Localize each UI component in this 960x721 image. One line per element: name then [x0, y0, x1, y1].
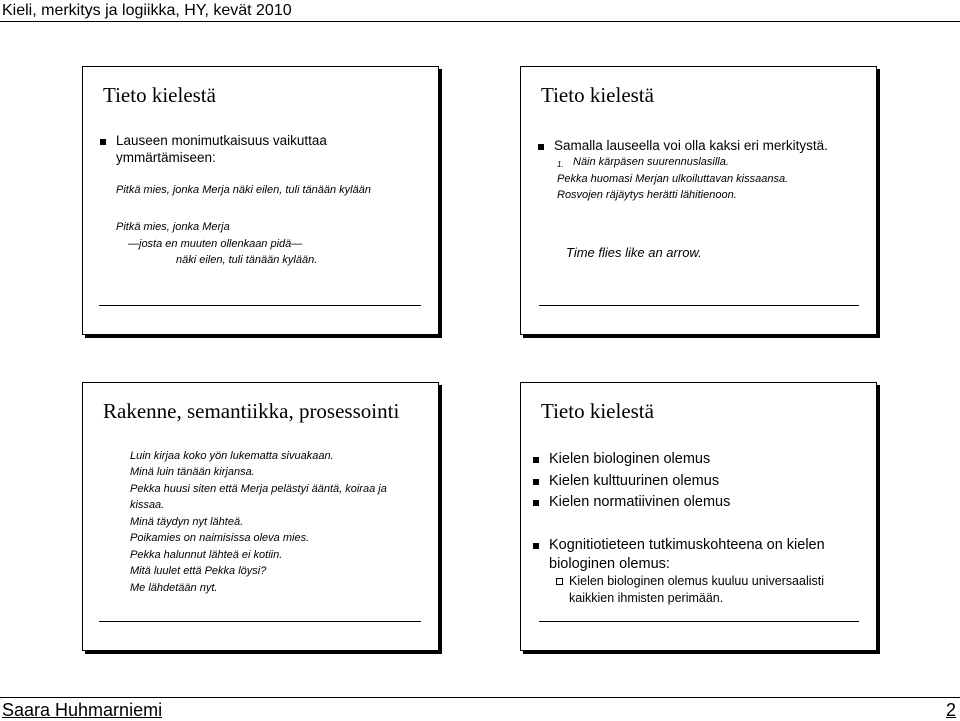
example-line: kissaa. [130, 499, 165, 511]
page-header [0, 0, 960, 22]
example-line: Pekka huusi siten että Merja pelästyi ääntä, koiraa ja [130, 483, 387, 495]
example-line2: Pekka huomasi Merjan ulkoiluttavan kissaansa. [557, 173, 789, 185]
bullet-icon [533, 543, 539, 549]
slide-3 [82, 382, 439, 651]
sub-bullet-text-line1: Kielen biologinen olemus kuuluu universaalisti [569, 574, 825, 588]
slide-bottom-rule [99, 621, 421, 622]
slide-4 [520, 382, 877, 651]
bullet-icon [533, 500, 539, 506]
list-number: 1. [557, 160, 564, 169]
example-line3: näki eilen, tuli tänään kylään. [176, 254, 318, 266]
bullet-text: Kielen normatiivinen olemus [549, 494, 731, 510]
footer-rule [0, 697, 960, 698]
slide-bottom-rule [539, 305, 859, 306]
example-line: Mitä luulet että Pekka löysi? [130, 565, 267, 577]
bullet-icon [100, 139, 106, 145]
slide-title: Rakenne, semantiikka, prosessointi [103, 399, 400, 423]
slide-bottom-rule [99, 305, 421, 306]
hollow-square-bullet-icon [556, 578, 563, 585]
example-line: Poikamies on naimisissa oleva mies. [130, 532, 310, 544]
page-footer [0, 697, 960, 721]
bullet-text: Samalla lauseella voi olla kaksi eri merkitystä. [554, 138, 828, 153]
example-line: Pekka halunnut lähteä ei kotiin. [130, 549, 283, 561]
bullet-text-line1: Kognitiotieteen tutkimuskohteena on kielen [549, 537, 825, 553]
example-line1: Näin kärpäsen suurennuslasilla. [573, 156, 729, 168]
example-line1: Pitkä mies, jonka Merja [116, 221, 230, 233]
bullet-text-line2: ymmärtämiseen: [116, 150, 216, 165]
example-sentence: Pitkä mies, jonka Merja näki eilen, tuli tänään kylään [116, 184, 371, 196]
header-rule [0, 21, 960, 22]
bullet-text: Kielen biologinen olemus [549, 451, 711, 467]
sub-bullet-text-line2: kaikkien ihmisten perimään. [569, 591, 724, 605]
bullet-text: Kielen kulttuurinen olemus [549, 473, 720, 489]
slide-2 [520, 66, 877, 335]
example-line: Minä luin tänään kirjansa. [130, 466, 255, 478]
slide-bottom-rule [539, 621, 859, 622]
example-line2: —josta en muuten ollenkaan pidä— [128, 238, 303, 250]
slide-title: Tieto kielestä [541, 399, 654, 423]
slide-title: Tieto kielestä [541, 83, 654, 107]
example-english: Time flies like an arrow. [566, 245, 702, 260]
bullet-icon [538, 144, 544, 150]
bullet-text-line2: biologinen olemus: [549, 556, 670, 572]
page-number: 2 [945, 700, 956, 720]
example-line3: Rosvojen räjäytys herätti lähitienoon. [557, 189, 737, 201]
author-name: Saara Huhmarniemi [2, 700, 163, 720]
bullet-text-line1: Lauseen monimutkaisuus vaikuttaa [116, 133, 327, 148]
example-line: Luin kirjaa koko yön lukematta sivuakaan. [130, 450, 334, 462]
bullet-icon [533, 479, 539, 485]
example-line: Minä täydyn nyt lähteä. [130, 516, 244, 528]
bullet-icon [533, 457, 539, 463]
document-title: Kieli, merkitys ja logiikka, HY, kevät 2010 [2, 2, 292, 19]
example-line: Me lähdetään nyt. [130, 582, 218, 594]
slide-1 [82, 66, 439, 335]
slide-title: Tieto kielestä [103, 83, 216, 107]
